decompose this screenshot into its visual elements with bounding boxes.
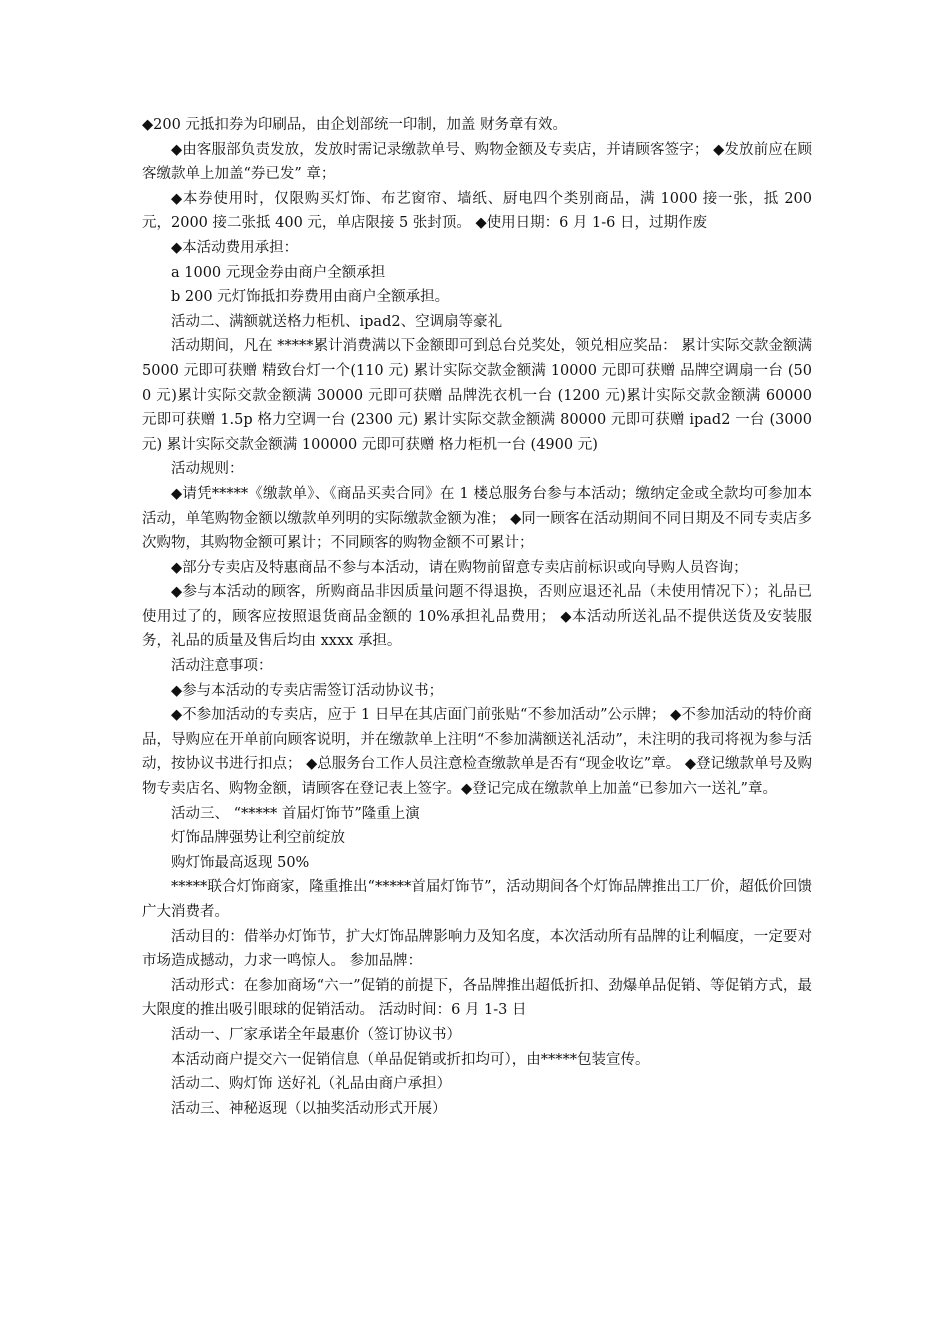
paragraph: a 1000 元现金券由商户全额承担 bbox=[171, 264, 386, 281]
paragraph: *****联合灯饰商家，隆重推出“*****首届灯饰节”，活动期间各个灯饰品牌推出工厂价，超低价回馈广大消费者。 bbox=[142, 879, 812, 920]
section-heading: 活动三、 “***** 首届灯饰节”隆重上演 bbox=[171, 805, 420, 822]
document-body bbox=[142, 113, 812, 1121]
paragraph: ◆本券使用时，仅限购买灯饰、布艺窗帘、墙纸、厨电四个类别商品，满 1000 接一张，抵 200 元，2000 接二张抵 400 元，单店限接 5 张封顶。 ◆使用日期：6 月 1-6 日，过期作废 bbox=[142, 190, 812, 232]
paragraph: ◆200 元抵扣券为印刷品，由企划部统一印制，加盖 财务章有效。 bbox=[142, 117, 568, 133]
section-heading: 活动二、购灯饰 送好礼（礼品由商户承担） bbox=[171, 1076, 452, 1093]
paragraph: ◆请凭*****《缴款单》、《商品买卖合同》在 1 楼总服务台参与本活动；缴纳定金或全款均可参加本活动，单笔购物金额以缴款单列明的实际缴款金额为准； ◆同一顾客在活动期间不同日期及不同专卖店多次购物，其购物金额可累计；不同顾客的购物金额不可累计； bbox=[142, 485, 812, 552]
section-heading: 活动二、满额就送格力柜机、ipad2、空调扇等豪礼 bbox=[171, 313, 503, 330]
paragraph: 本活动商户提交六一促销信息（单品促销或折扣均可），由*****包装宣传。 bbox=[171, 1051, 650, 1068]
paragraph: 活动期间，凡在 *****累计消费满以下金额即可到总台兑奖处，领兑相应奖品： 累计实际交款金额满 5000 元即可获赠 精致台灯一个(110 元) 累计实际交款金额满 10000 元即可获赠 品牌空调扇一台 (500 元)累计实际交款金额满 30000 元即可获赠 品牌洗衣机一台 (1200 元)累计实际交款金额满 60000 元即可获赠 1.5p 格力空调一台 (2300 元) 累计实际交款金额满 80000 元即可获赠 ipad2 一台 (3000 元) 累计实际交款金额满 100000 元即可获赠 格力柜机一台 (4900 元) bbox=[142, 338, 812, 453]
paragraph: 活动三、神秘返现（以抽奖活动形式开展） bbox=[171, 1100, 447, 1117]
paragraph: ◆本活动费用承担： bbox=[171, 239, 299, 256]
section-heading: 活动注意事项： bbox=[171, 658, 273, 675]
paragraph: 活动目的：借举办灯饰节，扩大灯饰品牌影响力及知名度，本次活动所有品牌的让利幅度，一定要对市场造成撼动，力求一鸣惊人。 参加品牌： bbox=[142, 928, 812, 970]
paragraph: ◆部分专卖店及特惠商品不参与本活动，请在购物前留意专卖店前标识或向导购人员咨询； bbox=[171, 559, 748, 576]
paragraph: b 200 元灯饰抵扣券费用由商户全额承担。 bbox=[171, 289, 450, 306]
paragraph: 活动形式：在参加商场“六一”促销的前提下，各品牌推出超低折扣、劲爆单品促销、等促销方式，最大限度的推出吸引眼球的促销活动。 活动时间：6 月 1-3 日 bbox=[142, 977, 812, 1019]
paragraph: ◆由客服部负责发放，发放时需记录缴款单号、购物金额及专卖店，并请顾客签字； ◆发放前应在顾客缴款单上加盖“券已发” 章； bbox=[142, 141, 812, 183]
section-heading: 活动一、厂家承诺全年最惠价（签订协议书） bbox=[171, 1026, 461, 1043]
paragraph: 灯饰品牌强势让利空前绽放 bbox=[171, 830, 345, 847]
paragraph: 购灯饰最高返现 50% bbox=[171, 854, 310, 871]
paragraph: ◆参与本活动的顾客，所购商品非因质量问题不得退换，否则应退还礼品（未使用情况下）；礼品已使用过了的，顾客应按照退货商品金额的 10%承担礼品费用； ◆本活动所送礼品不提供送货及安装服务，礼品的质量及售后均由 xxxx 承担。 bbox=[142, 584, 812, 650]
section-heading: 活动规则： bbox=[171, 461, 244, 478]
paragraph: ◆参与本活动的专卖店需签订活动协议书； bbox=[171, 682, 444, 699]
paragraph: ◆不参加活动的专卖店，应于 1 日早在其店面门前张贴“不参加活动”公示牌； ◆不参加活动的特价商品，导购应在开单前向顾客说明，并在缴款单上注明“不参加满额送礼活动”，未注明的我司将视为参与活动，按协议书进行扣点； ◆总服务台工作人员注意检查缴款单是否有“现金收讫”章。 ◆登记缴款单号及购物专卖店名、购物金额，请顾客在登记表上签字。◆登记完成在缴款单上加盖“已参加六一送礼”章。 bbox=[142, 707, 812, 798]
